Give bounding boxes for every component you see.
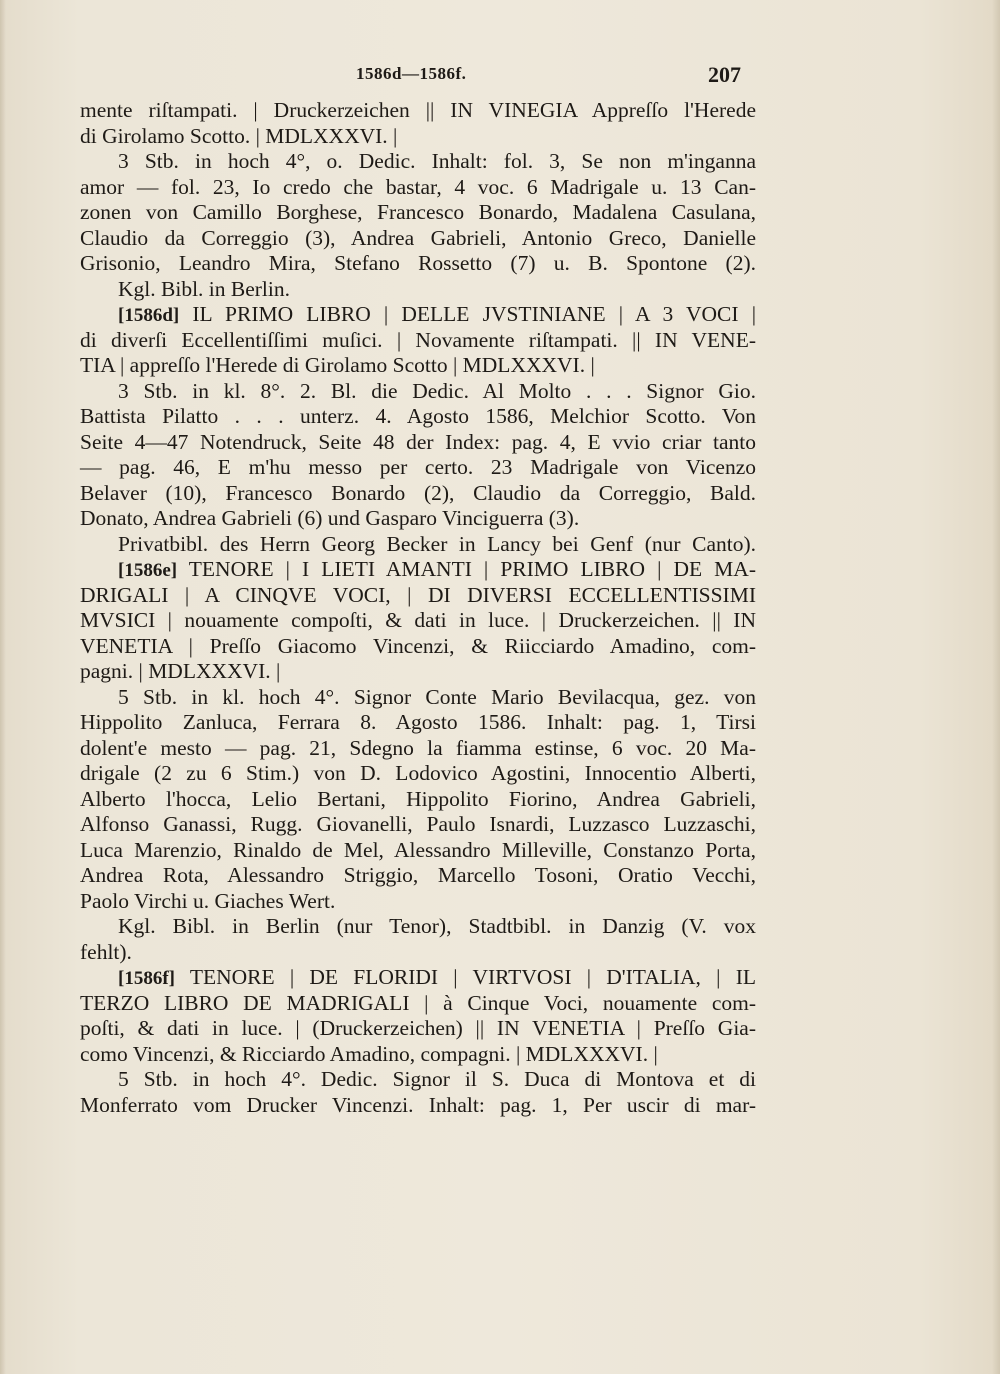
entry-id-1586f: [1586f] [118, 968, 175, 989]
entry-id-1586d: [1586d] [118, 305, 180, 326]
text-line: amor — fol. 23, Io credo che bastar, 4 voc. 6 Madrigale u. 13 Can- [80, 174, 756, 199]
page-number: 207 [708, 62, 741, 87]
entry-title: TENORE | DE FLORIDI | VIRTVOSI | D'ITALIA, | IL [189, 965, 756, 989]
text-line: 5 Stb. in hoch 4°. Dedic. Signor il S. Duca di Montova et di [118, 1067, 756, 1091]
entry-line-1586f [80, 965, 756, 991]
text-line: 3 Stb. in kl. 8°. 2. Bl. die Dedic. Al Molto . . . Signor Gio. [118, 378, 756, 403]
text-line: zonen von Camillo Borghese, Francesco Bonardo, Madalena Casulana, [80, 200, 756, 224]
text-line: TIA | appreſſo l'Herede di Girolamo Scotto | MDLXXXVI. | [80, 353, 595, 377]
page-left-edge-shadow [0, 0, 6, 1374]
entry-title: IL PRIMO LIBRO | DELLE JVSTINIANE | A 3 VOCI | [192, 302, 757, 326]
text-line: dolent'e mesto — pag. 21, Sdegno la fiamma estinse, 6 voc. 20 Ma- [80, 735, 756, 760]
text-line: drigale (2 zu 6 Stim.) von D. Lodovico Agostini, Innocentio Alberti, [80, 761, 756, 785]
text-line: como Vincenzi, & Ricciardo Amadino, compagni. | MDLXXXVI. | [80, 1041, 658, 1066]
page-header [0, 62, 1000, 92]
text-line: Battista Pilatto . . . unterz. 4. Agosto 1586, Melchior Scotto. Von [80, 404, 756, 428]
text-line: VENETIA | Preſſo Giacomo Vincenzi, & Riicciardo Amadino, com- [80, 633, 756, 658]
text-line: 3 Stb. in hoch 4°, o. Dedic. Inhalt: fol. 3, Se non m'inganna [118, 149, 756, 173]
page-right-edge-shadow [992, 0, 1000, 1374]
text-line: Andrea Rota, Alessandro Striggio, Marcello Tosoni, Oratio Vecchi, [80, 863, 756, 887]
entry-line-1586d [80, 302, 756, 328]
text-line: Kgl. Bibl. in Berlin. [118, 276, 290, 301]
text-line: TERZO LIBRO DE MADRIGALI | à Cinque Voci, nouamente com- [80, 990, 756, 1015]
text-line: Alberto l'hocca, Lelio Bertani, Hippolito Fiorino, Andrea Gabrieli, [80, 786, 756, 811]
text-line: Luca Marenzio, Rinaldo de Mel, Alessandro Milleville, Constanzo Porta, [80, 837, 756, 862]
text-line: 5 Stb. in kl. hoch 4°. Signor Conte Mario Bevilacqua, gez. von [118, 684, 756, 709]
text-line: Claudio da Correggio (3), Andrea Gabrieli, Antonio Greco, Danielle [80, 225, 756, 250]
text-line: Donato, Andrea Gabrieli (6) und Gasparo Vinciguerra (3). [80, 506, 580, 530]
text-line: di diverſi Eccellentiſſimi muſici. | Novamente riſtampati. || IN VENE- [80, 327, 756, 352]
text-line: DRIGALI | A CINQVE VOCI, | DI DIVERSI ECCELLENTISSIMI [80, 582, 756, 607]
text-line: Privatbibl. des Herrn Georg Becker in Lancy bei Genf (nur Canto). [118, 531, 756, 556]
entry-line-1586e [80, 557, 756, 583]
text-line: pagni. | MDLXXXVI. | [80, 659, 281, 683]
text-line: Alfonso Ganassi, Rugg. Giovanelli, Paulo Isnardi, Luzzasco Luzzaschi, [80, 812, 756, 836]
text-body [80, 98, 756, 1118]
running-head: 1586d—1586f. [356, 64, 467, 83]
text-line: Hippolito Zanluca, Ferrara 8. Agosto 1586. Inhalt: pag. 1, Tirsi [80, 710, 756, 734]
text-line: Seite 4—47 Notendruck, Seite 48 der Index: pag. 4, E vvio criar tanto [80, 429, 756, 454]
text-line: Monferrato vom Drucker Vincenzi. Inhalt: pag. 1, Per uscir di mar- [80, 1092, 756, 1117]
text-line: Belaver (10), Francesco Bonardo (2), Claudio da Correggio, Bald. [80, 480, 756, 505]
entry-title: TENORE | I LIETI AMANTI | PRIMO LIBRO | DE MA- [188, 557, 756, 581]
text-line: di Girolamo Scotto. | MDLXXXVI. | [80, 123, 398, 148]
text-line: Kgl. Bibl. in Berlin (nur Tenor), Stadtbibl. in Danzig (V. vox [118, 914, 756, 938]
text-line: mente riſtampati. | Druckerzeichen || IN VINEGIA Appreſſo l'Herede [80, 98, 756, 122]
text-line: Grisonio, Leandro Mira, Stefano Rossetto (7) u. B. Spontone (2). [80, 251, 756, 275]
text-line: — pag. 46, E m'hu messo per certo. 23 Madrigale von Vicenzo [80, 455, 756, 479]
text-line: MVSICI | nouamente compoſti, & dati in luce. | Druckerzeichen. || IN [80, 608, 756, 632]
text-line: fehlt). [80, 939, 132, 964]
text-line: poſti, & dati in luce. | (Druckerzeichen) || IN VENETIA | Preſſo Gia- [80, 1016, 756, 1040]
entry-id-1586e: [1586e] [118, 560, 178, 581]
text-line: Paolo Virchi u. Giaches Wert. [80, 888, 336, 913]
